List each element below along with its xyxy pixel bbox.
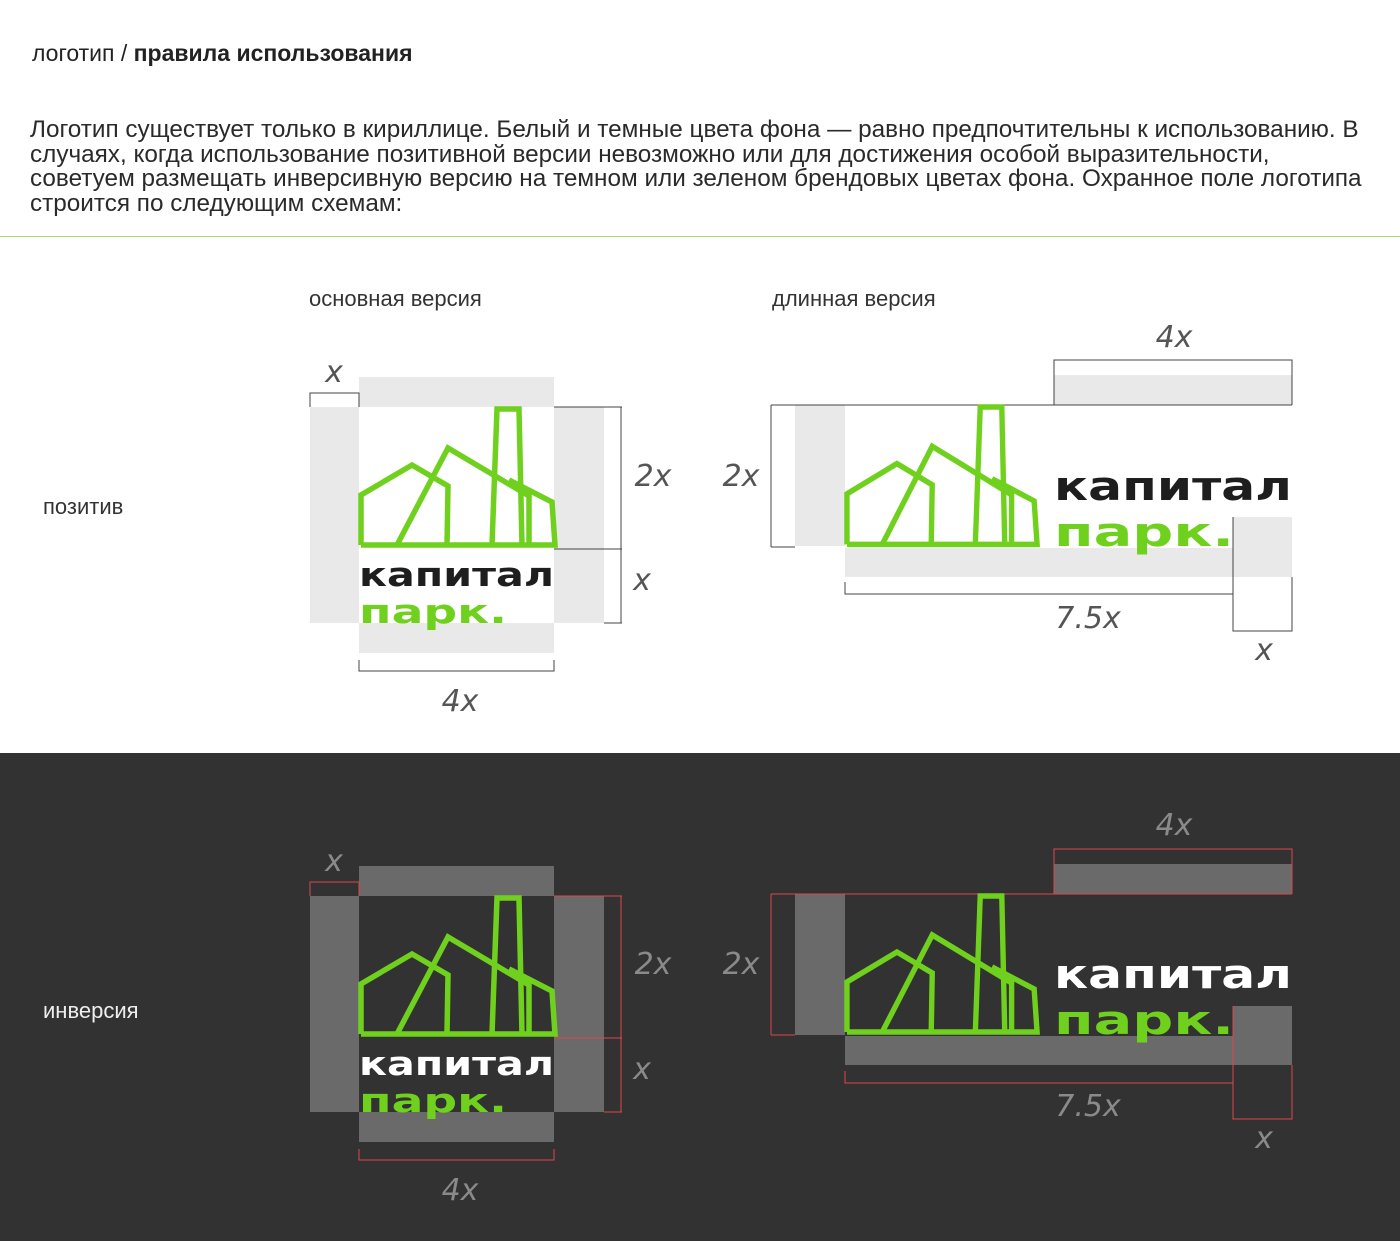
dim-label-x: x — [1255, 633, 1273, 668]
row-label-positive: позитив — [43, 494, 124, 519]
logo-word-park: парк. — [1054, 510, 1234, 556]
column-label-long: длинная версия — [772, 286, 936, 311]
dim-label-4x: 4x — [1155, 320, 1193, 355]
dim-label-x-top: x — [325, 844, 343, 879]
factory-logo-icon — [361, 409, 555, 545]
dim-label-7-5x: 7.5x — [1055, 601, 1121, 636]
positive-main-diagram — [310, 355, 672, 719]
logo-word-park: парк. — [1054, 998, 1234, 1044]
dim-label-2x: 2x — [634, 459, 672, 494]
inverse-long-diagram — [723, 808, 1292, 1156]
dim-label-2x: 2x — [634, 947, 672, 982]
logo-word-capital: капитал — [1054, 952, 1292, 998]
logo-word-park: парк. — [359, 592, 507, 631]
title-separator: / — [120, 40, 128, 66]
dim-label-2x: 2x — [722, 947, 760, 982]
dim-label-x: x — [1255, 1121, 1273, 1156]
logo-word-capital: капитал — [359, 555, 554, 594]
dim-label-x-right: x — [633, 563, 651, 598]
row-label-inverse: инверсия — [43, 998, 139, 1023]
logo-word-capital: капитал — [359, 1044, 554, 1083]
logo-word-park: парк. — [359, 1081, 507, 1120]
factory-logo-icon — [361, 898, 555, 1034]
dim-label-x-top: x — [325, 355, 343, 390]
section-name: логотип — [32, 40, 115, 66]
intro-paragraph: Логотип существует только в кириллице. Белый и темные цвета фона — равно предпочтительны к использованию. В случаях, когда использование позитивной версии невозможно или для достижения особой выразительности, советуем размещать инверсивную версию на темном или зеленом брендовых цветах фона. Охранное поле логотипа строится по следующим схемам: — [30, 116, 1362, 217]
column-label-main: основная версия — [309, 286, 482, 311]
dim-label-4x: 4x — [1155, 808, 1193, 843]
dim-label-2x: 2x — [722, 459, 760, 494]
dim-label-4x: 4x — [441, 1173, 479, 1208]
page-heading: правила использования — [133, 40, 413, 66]
dim-label-4x: 4x — [441, 684, 479, 719]
factory-logo-icon — [847, 407, 1037, 544]
dim-label-7-5x: 7.5x — [1055, 1089, 1121, 1124]
inverse-main-diagram — [310, 844, 672, 1208]
dim-label-x-right: x — [633, 1052, 651, 1087]
logo-word-capital: капитал — [1054, 464, 1292, 510]
positive-long-diagram — [723, 320, 1292, 668]
factory-logo-icon — [847, 896, 1037, 1032]
